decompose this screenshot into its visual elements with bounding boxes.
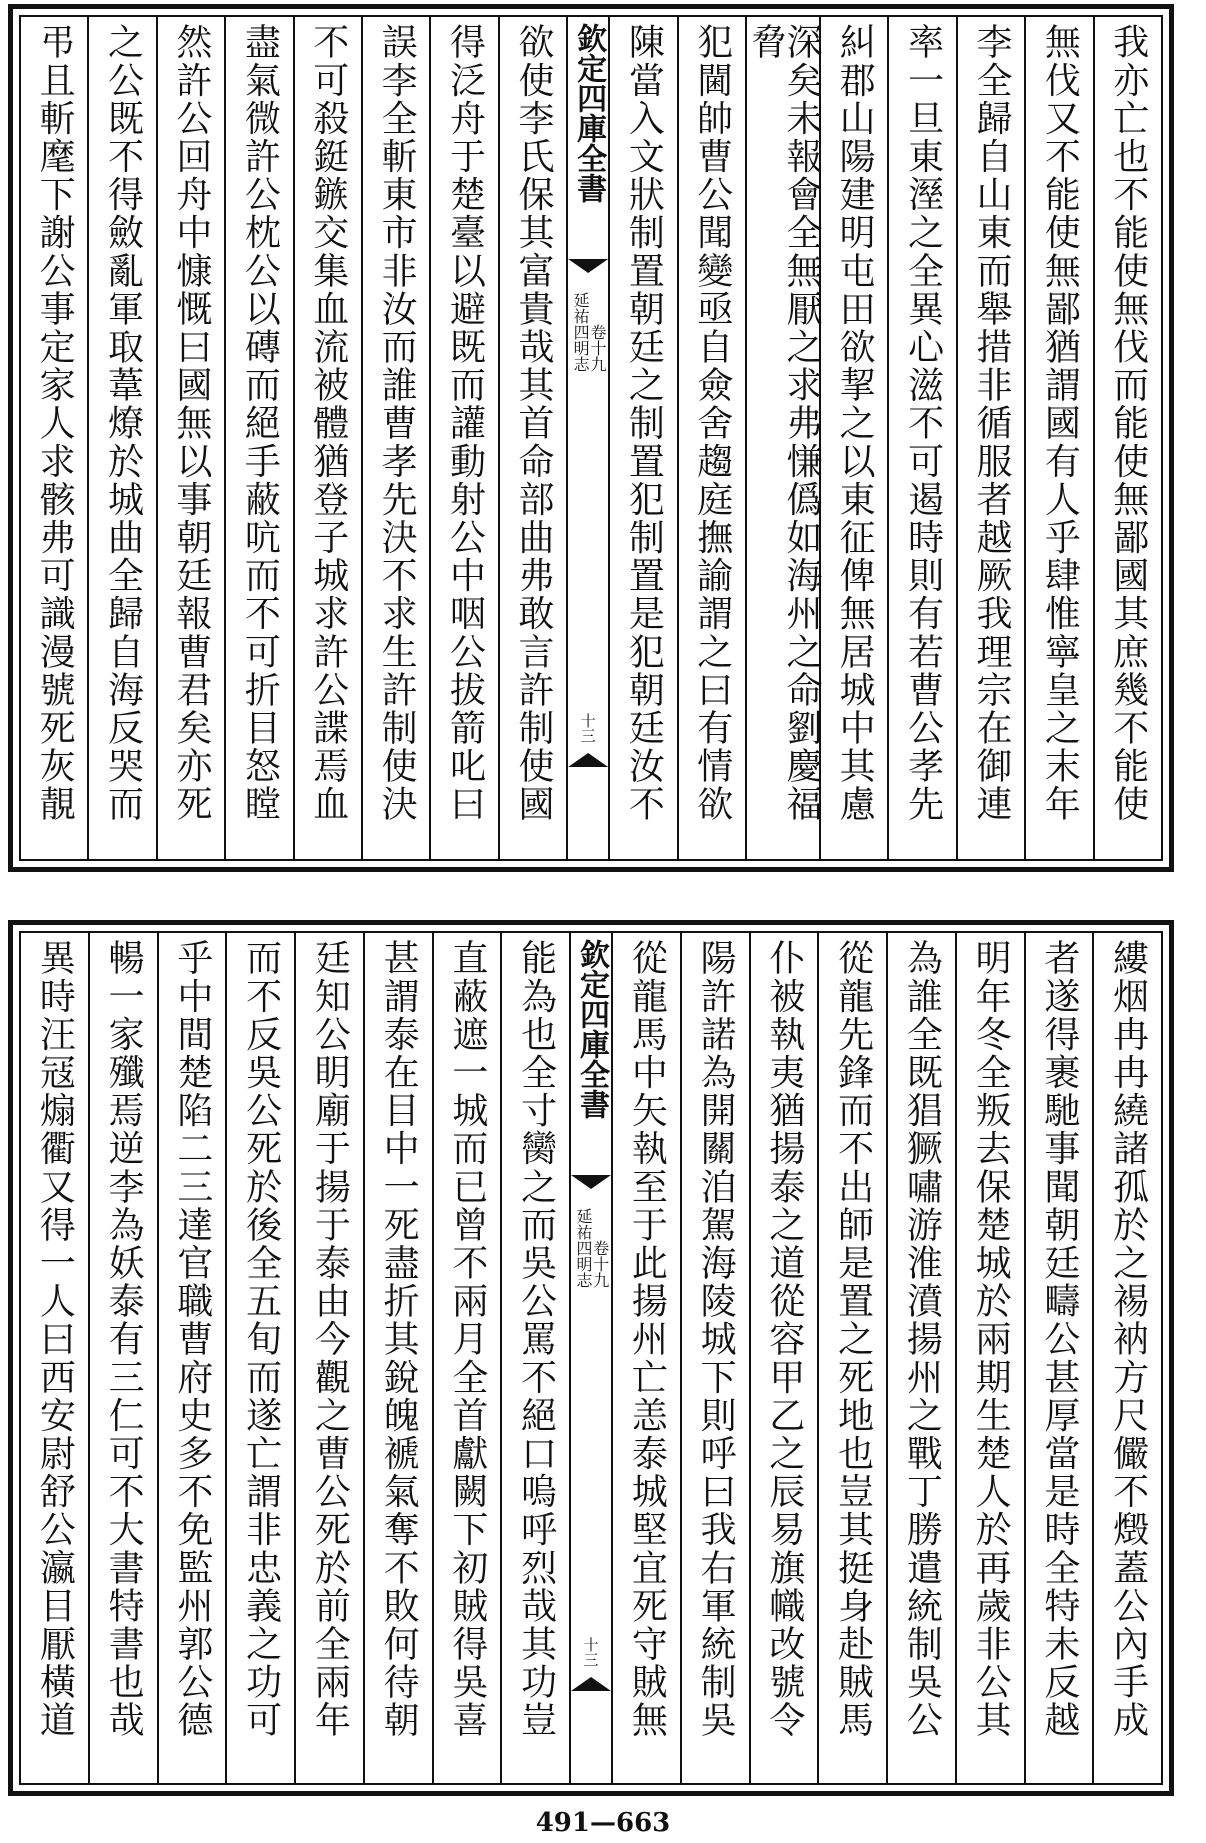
- text-column: 仆被執夷猶揚泰之道從容甲乙之辰易旗幟改號令: [749, 933, 818, 1783]
- book-title: 欽定四庫全書: [574, 939, 609, 1119]
- text-column: 之公既不得斂亂軍取葦燎於城曲全歸自海反哭而: [87, 17, 155, 859]
- text-column: 甚謂泰在目中一死盡折其銳魄褫氣奪不敗何待朝: [363, 933, 432, 1783]
- text-column: 而不反吳公死於後全五旬而遂亡謂非忠義之功可: [225, 933, 294, 1783]
- text-column: 陳當入文狀制置朝廷之制置犯制置是犯朝廷汝不: [608, 17, 676, 859]
- text-column: 弔且斬麾下謝公事定家人求骸弗可識漫號死灰靚: [34, 23, 76, 824]
- top-page: [8, 4, 1174, 872]
- text-column: 從龍馬中矢執至于此揚州亡恙泰城堅宜死守賊無: [611, 933, 680, 1783]
- center-fold: [569, 933, 611, 1783]
- top-page-frame: [19, 15, 1163, 861]
- text-column: 深矣未報會全無厭之求弗慊僞如海州之命劉慶福脅: [745, 17, 819, 859]
- text-column: 縷烟冉冉繞諸孤於之裼衲方尺儼不燬蓋公內手成: [1092, 933, 1161, 1783]
- fish-tail-mark: [571, 1677, 611, 1691]
- text-column: 者遂得裹馳事聞朝廷疇公甚厚當是時全特未反越: [1024, 933, 1093, 1783]
- text-column: 然許公回舟中慷慨曰國無以事朝廷報曹君矣亦死: [156, 17, 224, 859]
- text-column: 欲使李氏保其富貴哉其首命部曲弗敢言許制使國: [498, 17, 566, 859]
- center-fold: [566, 17, 608, 859]
- volume-label: 延祐四明志卷十九: [574, 1208, 610, 1288]
- text-column: 犯閫帥曹公聞變亟自僉舍趨庭撫諭謂之曰有情欲: [677, 17, 745, 859]
- page-number-footer: 491—663: [535, 1808, 671, 1838]
- text-column: 從龍先鋒而不出師是置之死地也豈其挺身赴賊馬: [817, 933, 886, 1783]
- book-title: 欽定四庫全書: [571, 23, 607, 203]
- text-column: 直蔽遮一城而已曾不兩月全首獻闕下初賊得吳喜: [432, 933, 501, 1783]
- fish-tail-mark: [571, 1175, 611, 1189]
- text-column: 我亦亡也不能使無伐而能使無鄙國其庶幾不能使: [1093, 17, 1161, 859]
- text-column: 明年冬全叛去保楚城於兩期生楚人於再歲非公其: [955, 933, 1024, 1783]
- text-column: 李全歸自山東而舉措非循服者越厥我理宗在御連: [956, 17, 1024, 859]
- text-column: 誤李全斬東市非汝而誰曹孝先決不求生許制使決: [361, 17, 429, 859]
- bottom-page: [8, 920, 1174, 1796]
- text-column: 能為也全寸臠之而吳公罵不絕口嗚呼烈哉其功豈: [500, 933, 569, 1783]
- text-column: 乎中間楚陷二三達官職曹府史多不免監州郭公德: [157, 933, 226, 1783]
- folio-number: 十三: [581, 1637, 600, 1667]
- bottom-page-frame: [19, 931, 1163, 1785]
- text-column: 無伐又不能使無鄙猶謂國有人乎肆惟寧皇之末年: [1024, 17, 1092, 859]
- text-column: 盡氣微許公枕公以磚而絕手蔽吭而不可折目怒瞠: [224, 17, 292, 859]
- volume-label: 延祐四明志卷十九: [571, 292, 607, 372]
- text-column: 異時汪冦煽衢又得一人曰西安尉舒公瀛目厭橫道: [34, 939, 76, 1740]
- text-column: 廷知公眀廟于揚于泰由今觀之曹公死於前全兩年: [294, 933, 363, 1783]
- text-column: 不可殺鋌鏃交集血流被體猶登子城求許公諜焉血: [293, 17, 361, 859]
- text-column: 暢一家殲焉逆李為妖泰有三仁可不大書特書也哉: [88, 933, 157, 1783]
- text-column: 為誰全既猖獗嘯游淮濆揚州之戰丁勝遣統制吳公: [886, 933, 955, 1783]
- fish-tail-mark: [568, 753, 608, 767]
- text-column: 率一旦東溼之全異心滋不可遏時則有若曹公孝先: [887, 17, 955, 859]
- text-column: 糾郡山陽建明屯田欲挈之以東征俾無居城中其慮: [819, 17, 887, 859]
- fish-tail-mark: [568, 259, 608, 273]
- folio-number: 十三: [578, 713, 597, 743]
- text-column: 陽許諾為開關洎駕海陵城下則呼曰我右軍統制吳: [680, 933, 749, 1783]
- text-column: 得泛舟于楚臺以避既而讙動射公中咽公拔箭叱曰: [429, 17, 497, 859]
